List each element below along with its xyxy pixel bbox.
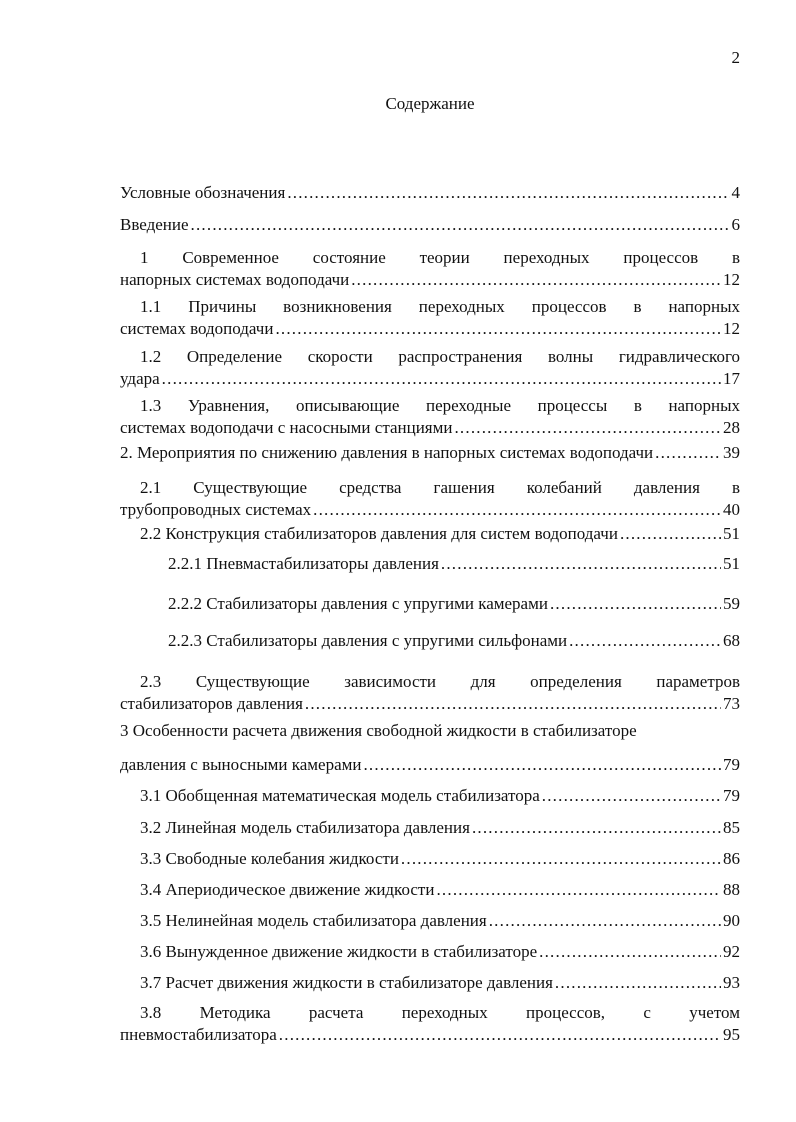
toc-entry-3-1[interactable] (120, 785, 740, 807)
toc-entry-text: 3.3 Свободные колебания жидкости (140, 849, 399, 868)
dot-leader (279, 1024, 721, 1046)
toc-page-number: 51 (723, 524, 740, 543)
toc-entry-introduction[interactable] (120, 214, 740, 236)
toc-entry-2-2[interactable] (120, 523, 740, 545)
toc-entry-3-2[interactable] (120, 817, 740, 839)
toc-entry-3-6[interactable] (120, 941, 740, 963)
toc-entry-3-8[interactable] (120, 1002, 740, 1046)
toc-entry-1-3[interactable] (120, 395, 740, 439)
toc-entry-symbols[interactable] (120, 182, 740, 204)
toc-entry-chapter-3[interactable] (120, 720, 740, 776)
toc-page-number: 28 (723, 418, 740, 437)
toc-entry-text: 3.2 Линейная модель стабилизатора давления (140, 818, 470, 837)
toc-entry-text: 2.2.3 Стабилизаторы давления с упругими сильфонами (168, 631, 568, 650)
toc-entry-text-cont: системах водоподачи (120, 319, 274, 338)
toc-entry-chapter-1[interactable] (120, 247, 740, 291)
toc-entry-text: 2.2.1 Пневмастабилизаторы давления (168, 554, 439, 573)
toc-entry-text: 2.2 Конструкция стабилизаторов давления для систем водоподачи (140, 524, 618, 543)
toc-entry-3-5[interactable] (120, 910, 740, 932)
toc-entry-chapter-2[interactable] (120, 442, 740, 464)
toc-entry-3-3[interactable] (120, 848, 740, 870)
toc-entry-text: 3.6 Вынужденное движение жидкости в стабилизаторе (140, 942, 538, 961)
dot-leader (472, 817, 721, 839)
toc-entry-text-cont: стабилизаторов давления (120, 694, 303, 713)
toc-page-number: 88 (723, 880, 740, 899)
dot-leader (436, 879, 721, 901)
toc-entry-text: 2.2.2 Стабилизаторы давления с упругими камерами (168, 594, 548, 613)
dot-leader (655, 442, 721, 464)
toc-entry-text-cont: удара (120, 369, 160, 388)
dot-leader (275, 318, 721, 340)
toc-page-number: 85 (723, 818, 740, 837)
toc-entry-1-1[interactable] (120, 296, 740, 340)
toc-page-number: 4 (731, 183, 740, 202)
toc-entry-2-2-3[interactable] (120, 630, 740, 652)
toc-entry-2-3[interactable] (120, 671, 740, 715)
dot-leader (441, 553, 721, 575)
toc-entry-1-2[interactable] (120, 346, 740, 390)
dot-leader (542, 785, 721, 807)
toc-entry-text: 3 Особенности расчета движения свободной жидкости в стабилизаторе (120, 721, 637, 740)
dot-leader (569, 630, 721, 652)
toc-page-number: 86 (723, 849, 740, 868)
toc-entry-text: 2.3 Существующие зависимости для определения параметров (140, 672, 740, 691)
toc-page-number: 93 (723, 973, 740, 992)
toc-page-number: 39 (723, 443, 740, 462)
dot-leader (191, 214, 730, 236)
toc-entry-3-4[interactable] (120, 879, 740, 901)
toc-entry-text: 1.1 Причины возникновения переходных процессов в напорных (140, 297, 740, 316)
dot-leader (555, 972, 721, 994)
toc-entry-text: Введение (120, 215, 189, 234)
toc-entry-text: 3.1 Обобщенная математическая модель стабилизатора (140, 786, 540, 805)
dot-leader (539, 941, 721, 963)
toc-page-number: 51 (723, 554, 740, 573)
page-number: 2 (731, 48, 740, 67)
toc-page-number: 79 (723, 786, 740, 805)
dot-leader (162, 368, 721, 390)
toc-entry-text: 3.5 Нелинейная модель стабилизатора давления (140, 911, 487, 930)
dot-leader (454, 417, 721, 439)
toc-entry-text: 1.2 Определение скорости распространения волны гидравлического (140, 347, 740, 366)
toc-page-number: 12 (723, 319, 740, 338)
dot-leader (313, 499, 721, 521)
dot-leader (550, 593, 721, 615)
toc-page-number: 68 (723, 631, 740, 650)
toc-entry-text: 3.4 Апериодическое движение жидкости (140, 880, 435, 899)
toc-entry-text-cont: напорных системах водоподачи (120, 270, 350, 289)
toc-entry-text: 3.8 Методика расчета переходных процессов, с учетом (140, 1003, 740, 1022)
toc-page-number: 40 (723, 500, 740, 519)
toc-entry-text-cont: трубопроводных системах (120, 500, 312, 519)
toc-entry-2-1[interactable] (120, 477, 740, 521)
toc-page-number: 6 (731, 215, 740, 234)
toc-entry-text-cont: давления с выносными камерами (120, 755, 362, 774)
dot-leader (489, 910, 721, 932)
toc-page-number: 73 (723, 694, 740, 713)
toc-entry-text: 3.7 Расчет движения жидкости в стабилизаторе давления (140, 973, 553, 992)
toc-page-number: 79 (723, 755, 740, 774)
dot-leader (363, 754, 721, 776)
toc-page-number: 12 (723, 270, 740, 289)
toc-page-number: 17 (723, 369, 740, 388)
toc-entry-text: 1 Современное состояние теории переходных процессов в (140, 248, 740, 267)
toc-entry-2-2-1[interactable] (120, 553, 740, 575)
dot-leader (620, 523, 721, 545)
toc-entry-2-2-2[interactable] (120, 593, 740, 615)
toc-entry-text: Условные обозначения (120, 183, 286, 202)
toc-entry-text-cont: системах водоподачи с насосными станциями (120, 418, 453, 437)
dot-leader (401, 848, 721, 870)
dot-leader (351, 269, 721, 291)
dot-leader (287, 182, 729, 204)
toc-entry-text: 2.1 Существующие средства гашения колебаний давления в (140, 478, 740, 497)
toc-entry-text-cont: пневмостабилизатора (120, 1025, 277, 1044)
dot-leader (305, 693, 721, 715)
toc-entry-text: 2. Мероприятия по снижению давления в напорных системах водоподачи (120, 443, 654, 462)
toc-page-number: 59 (723, 594, 740, 613)
toc-page-number: 95 (723, 1025, 740, 1044)
toc-entry-3-7[interactable] (120, 972, 740, 994)
page-title: Содержание (385, 94, 475, 113)
toc-page-number: 90 (723, 911, 740, 930)
toc-page-number: 92 (723, 942, 740, 961)
toc-entry-text: 1.3 Уравнения, описывающие переходные процессы в напорных (140, 396, 740, 415)
